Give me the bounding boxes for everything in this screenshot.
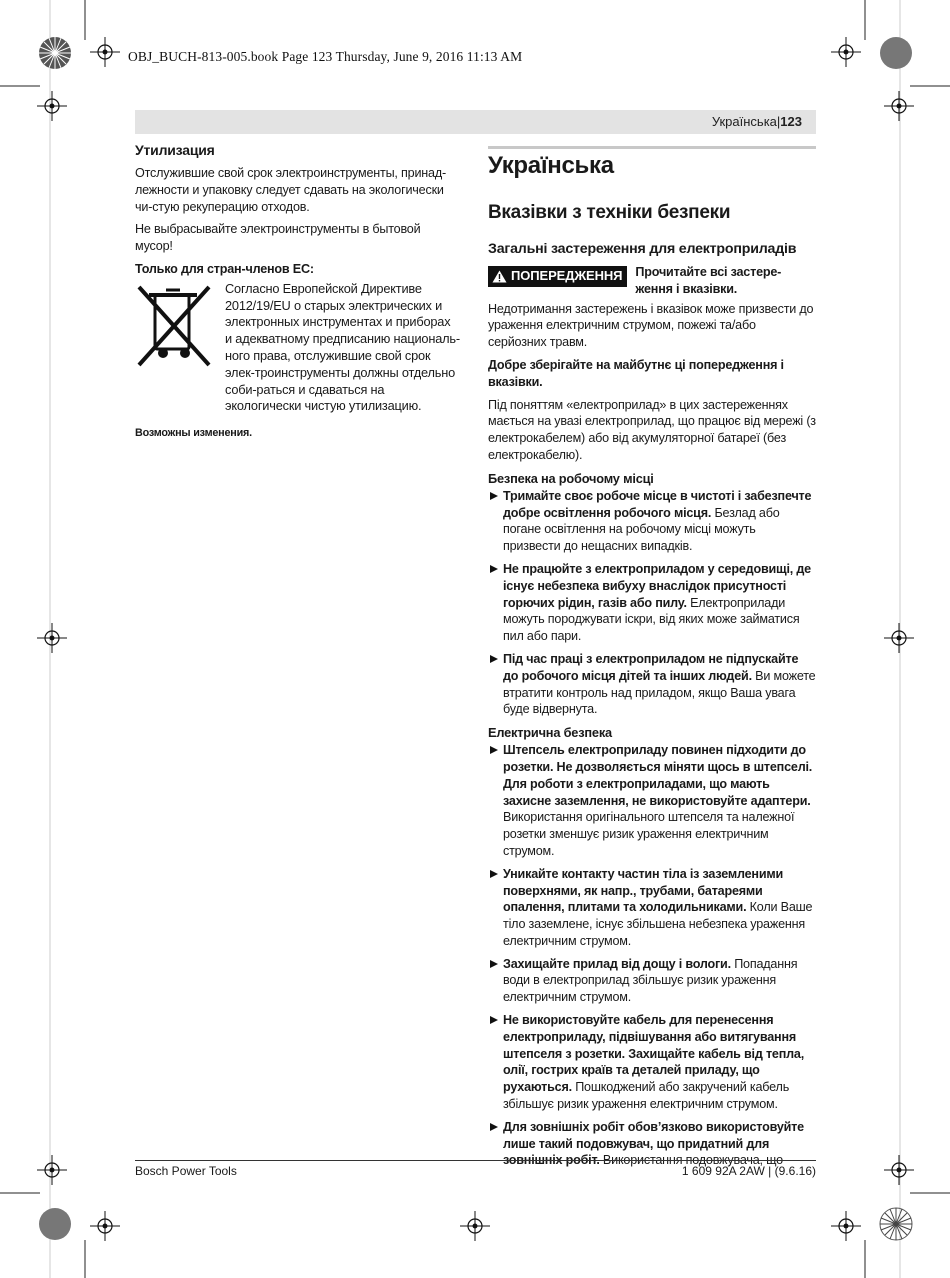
footer-divider <box>135 1160 816 1161</box>
workplace-heading: Безпека на робочому місці <box>488 470 654 486</box>
crossed-out-wheelie-bin-icon <box>135 281 215 415</box>
registration-mark-left-1 <box>37 91 67 121</box>
page-number: 123 <box>780 114 802 129</box>
safety-section-title: Вказівки з техніки безпеки <box>488 202 731 223</box>
right-column <box>488 146 816 1175</box>
page-header <box>712 114 802 129</box>
header-separator: | <box>776 114 781 129</box>
weee-text: Согласно Европейской Директиве 2012/19/EU о старых электрических и электронных инструментах и приборах и адекватному предписанию националь-ного права, отслужившие свой срок элек-троинструменты должны отдельно соби-раться и сдаваться на экологически чистую утилизацию. <box>225 280 460 414</box>
bullet-arrow-icon <box>490 870 498 878</box>
warning-text: Недотримання застережень і вказівок може призвести до ураження електричним струмом, пожежі та/або серйозних травм. <box>488 301 814 350</box>
registration-mark-bottom-left <box>90 1211 120 1241</box>
bullet-arrow-icon <box>490 655 498 663</box>
print-info-line: OBJ_BUCH-813-005.book Page 123 Thursday, June 9, 2016 11:13 AM <box>128 49 523 64</box>
list-item: Не працюйте з електроприладом у середовищі, де існує небезпека вибуху внаслідок присутності горючих рідин, газів або пилу. Електроприлади можуть породжувати іскри, від яких може займатися пил або пари. <box>488 561 816 645</box>
definition-text: Під поняттям «електроприлад» в цих застереженнях мається на увазі електроприлад, що працює від мережі (з електрокабелем) або від акумуляторної батареї (без електрокабелю). <box>488 397 816 462</box>
disposal-paragraph-1: Отслужившие свой срок электроинструменты, принад-лежности и упаковку следует сдавать на экологически чи-стую рекуперацию отходов. <box>135 166 446 214</box>
warning-lead: Прочитайте всі застере-ження і вказівки. <box>635 265 782 296</box>
registration-mark-top-right <box>831 37 861 67</box>
electrical-heading: Електрична безпека <box>488 725 612 741</box>
changes-note: Возможны изменения. <box>135 427 252 440</box>
bullet-arrow-icon <box>490 960 498 968</box>
list-item: Штепсель електроприладу повинен підходити до розетки. Не дозволяється міняти щось в штепселі. Для роботи з електроприладами, що мають захисне заземлення, не використовуйте адаптери. Використання оригінального штепселя та належної розетки зменшує ризик ураження електричним струмом. <box>488 742 816 860</box>
disposal-paragraph-2: Не выбрасывайте электроинструменты в бытовой мусор! <box>135 222 421 254</box>
list-item: Для зовнішніх робіт обов’язково використовуйте лише такий подовжувач, що придатний для зовнішніх робіт. Використання подовжувача, що <box>488 1119 816 1169</box>
disposal-title: Утилизация <box>135 142 215 158</box>
page-header-bar <box>135 110 816 134</box>
workplace-list <box>488 488 816 718</box>
registration-mark-right-bottom <box>884 1155 914 1185</box>
keep-note: Добре зберігайте на майбутнє ці попередження і вказівки. <box>488 357 784 389</box>
warning-badge-label: ПОПЕРЕДЖЕННЯ <box>511 268 623 283</box>
section-divider <box>488 146 816 149</box>
list-item: Не використовуйте кабель для перенесення електроприладу, підвішування або витягування штепселя з розетки. Захищайте кабель від тепла, олії, гострих країв та деталей приладу, що рухаються. Пошкоджений або закручений кабель збільшує ризик ураження електричним струмом. <box>488 1012 816 1113</box>
warning-triangle-icon <box>492 270 507 283</box>
header-language: Українська <box>711 114 777 129</box>
warning-badge <box>488 266 627 287</box>
general-warnings-title: Загальні застереження для електроприладів <box>488 241 797 257</box>
color-target-top-left <box>38 36 72 70</box>
registration-mark-left-bottom <box>37 1155 67 1185</box>
registration-mark-top-left <box>90 37 120 67</box>
warning-row <box>488 264 816 298</box>
color-target-top-right <box>879 36 913 70</box>
footer-brand: Bosch Power Tools <box>135 1164 237 1178</box>
bullet-arrow-icon <box>490 565 498 573</box>
eu-heading: Только для стран-членов ЕС: <box>135 261 314 276</box>
bullet-arrow-icon <box>490 1123 498 1131</box>
color-target-bottom-right <box>879 1207 913 1241</box>
weee-block <box>135 281 460 415</box>
bullet-arrow-icon <box>490 746 498 754</box>
list-item: Тримайте своє робоче місце в чистоті і забезпечте добре освітлення робочого місця. Безлад або погане освітлення на робочому місці можуть призвести до нещасних випадків. <box>488 488 816 555</box>
registration-mark-right-1 <box>884 91 914 121</box>
bullet-arrow-icon <box>490 1016 498 1024</box>
left-column <box>135 141 460 442</box>
color-target-bottom-left <box>38 1207 72 1241</box>
registration-mark-right-mid <box>884 623 914 653</box>
registration-mark-bottom-center <box>460 1211 490 1241</box>
list-item: Уникайте контакту частин тіла із заземленими поверхнями, як напр., трубами, батареями опалення, плитами та холодильниками. Коли Ваше тіло заземлене, існує збільшена небезпека ураження електричним струмом. <box>488 866 816 950</box>
language-title: Українська <box>488 152 614 179</box>
list-item: Захищайте прилад від дощу і вологи. Попадання води в електроприлад збільшує ризик ураження електричним струмом. <box>488 956 816 1006</box>
footer-doc-code: 1 609 92A 2AW | (9.6.16) <box>681 1164 816 1178</box>
electrical-list <box>488 742 816 1169</box>
registration-mark-left-mid <box>37 623 67 653</box>
bullet-arrow-icon <box>490 492 498 500</box>
registration-mark-bottom-right <box>831 1211 861 1241</box>
list-item: Під час праці з електроприладом не підпускайте до робочого місця дітей та інших людей. Ви можете втратити контроль над приладом, якщо Ваша увага буде відвернута. <box>488 651 816 718</box>
